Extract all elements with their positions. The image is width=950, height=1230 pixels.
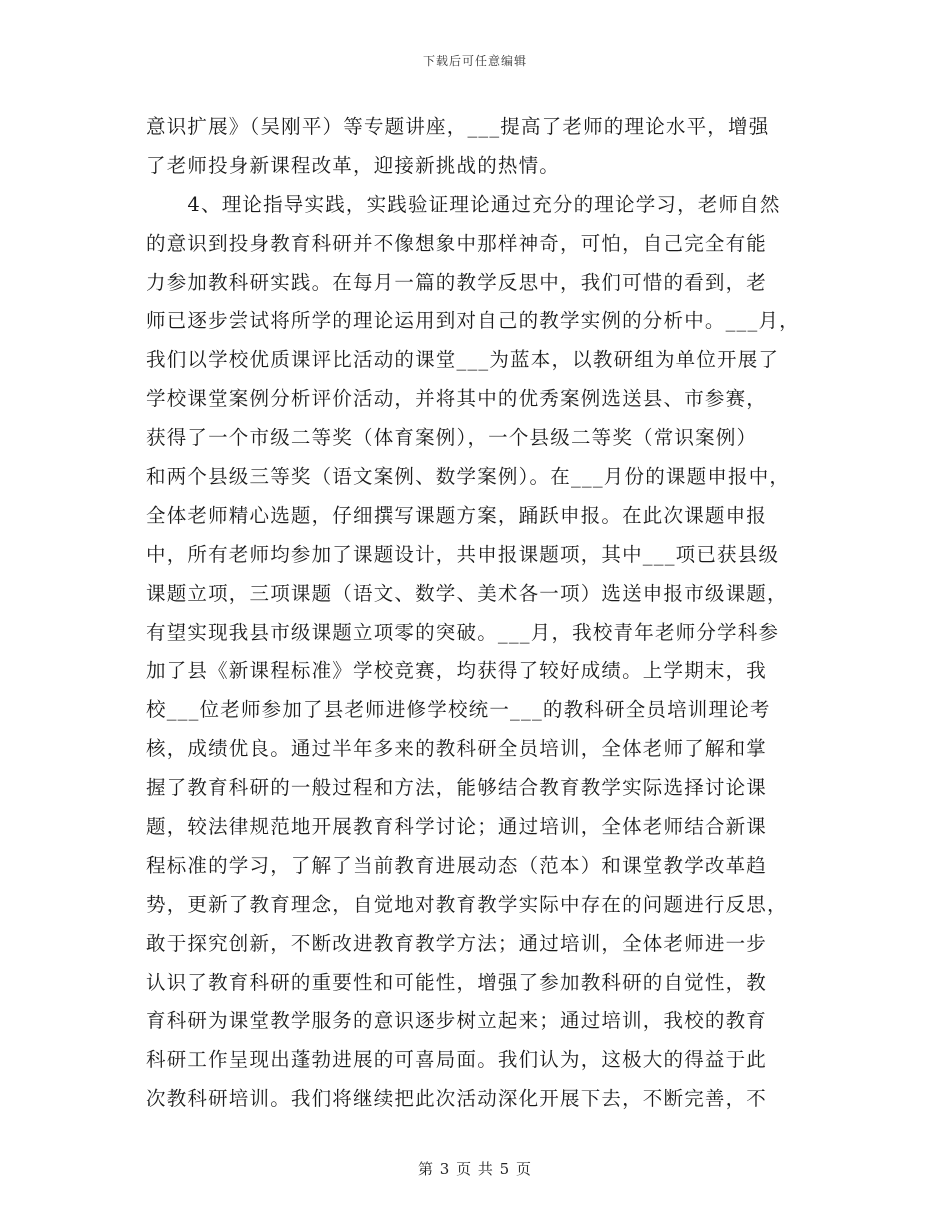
text-line: 加了县《新课程标准》学校竞赛，均获得了较好成绩。上学期末，我 [146, 659, 768, 683]
text-line: 获得了一个市级二等奖（体育案例），一个县级二等奖（常识案例） [146, 426, 758, 450]
text-line: 敢于探究创新，不断改进教育教学方法；通过培训，全体老师进一步 [146, 931, 768, 955]
text-line: 学校课堂案例分析评价活动，并将其中的优秀案例选送县、市参赛， [146, 387, 768, 411]
text-line: 和两个县级三等奖（语文案例、数学案例）。在___月份的课题申报中， [146, 465, 791, 489]
text-line: 全体老师精心选题，仔细撰写课题方案，踊跃申报。在此次课题申报 [146, 503, 768, 527]
text-line: 核，成绩优良。通过半年多来的教科研全员培训，全体老师了解和掌 [146, 737, 768, 761]
text-line: 师已逐步尝试将所学的理论运用到对自己的教学实例的分析中。___月， [146, 309, 800, 333]
text-line: 了老师投身新课程改革，迎接新挑战的热情。 [146, 153, 561, 177]
text-line: 题，较法律规范地开展教育科学讨论；通过培训，全体老师结合新课 [146, 815, 768, 839]
text-line: 次教科研培训。我们将继续把此次活动深化开展下去，不断完善，不 [146, 1087, 768, 1111]
text-line: 课题立项，三项课题（语文、数学、美术各一项）选送申报市级课题， [146, 581, 788, 605]
text-line: 有望实现我县市级课题立项零的突破。___月，我校青年老师分学科参 [146, 620, 780, 644]
text-line: 意识扩展》（吴刚平）等专题讲座，___提高了老师的理论水平，增强 [146, 115, 770, 138]
text-line: 认识了教育科研的重要性和可能性，增强了参加教科研的自觉性，教 [146, 970, 768, 994]
text-line: 力参加教科研实践。在每月一篇的教学反思中，我们可惜的看到，老 [146, 270, 768, 294]
text-line: 科研工作呈现出蓬勃进展的可喜局面。我们认为，这极大的得益于此 [146, 1048, 768, 1072]
text-line: 的意识到投身教育科研并不像想象中那样神奇，可怕，自己完全有能 [146, 231, 768, 255]
body-text [146, 108, 826, 1119]
page-header-note: 下载后可任意编辑 [422, 54, 527, 68]
text-line: 校___位老师参加了县老师进修学校统一___的教科研全员培训理论考 [146, 698, 771, 722]
page-number: 第 3 页 共 5 页 [418, 1160, 532, 1178]
text-line: 中，所有老师均参加了课题设计，共申报课题项，其中___项已获县级 [146, 542, 780, 566]
text-line: 势，更新了教育理念，自觉地对教育教学实际中存在的问题进行反思， [146, 892, 788, 916]
text-line: 我们以学校优质课评比活动的课堂___为蓝本，以教研组为单位开展了 [146, 348, 780, 372]
text-line: 握了教育科研的一般过程和方法，能够结合教育教学实际选择讨论课 [146, 776, 768, 800]
text-line: 育科研为课堂教学服务的意识逐步树立起来；通过培训，我校的教育 [146, 1009, 768, 1033]
text-line: 程标准的学习，了解了当前教育进展动态（范本）和课堂教学改革趋 [146, 853, 768, 877]
text-line: 4、理论指导实践，实践验证理论通过充分的理论学习，老师自然 [146, 192, 781, 216]
